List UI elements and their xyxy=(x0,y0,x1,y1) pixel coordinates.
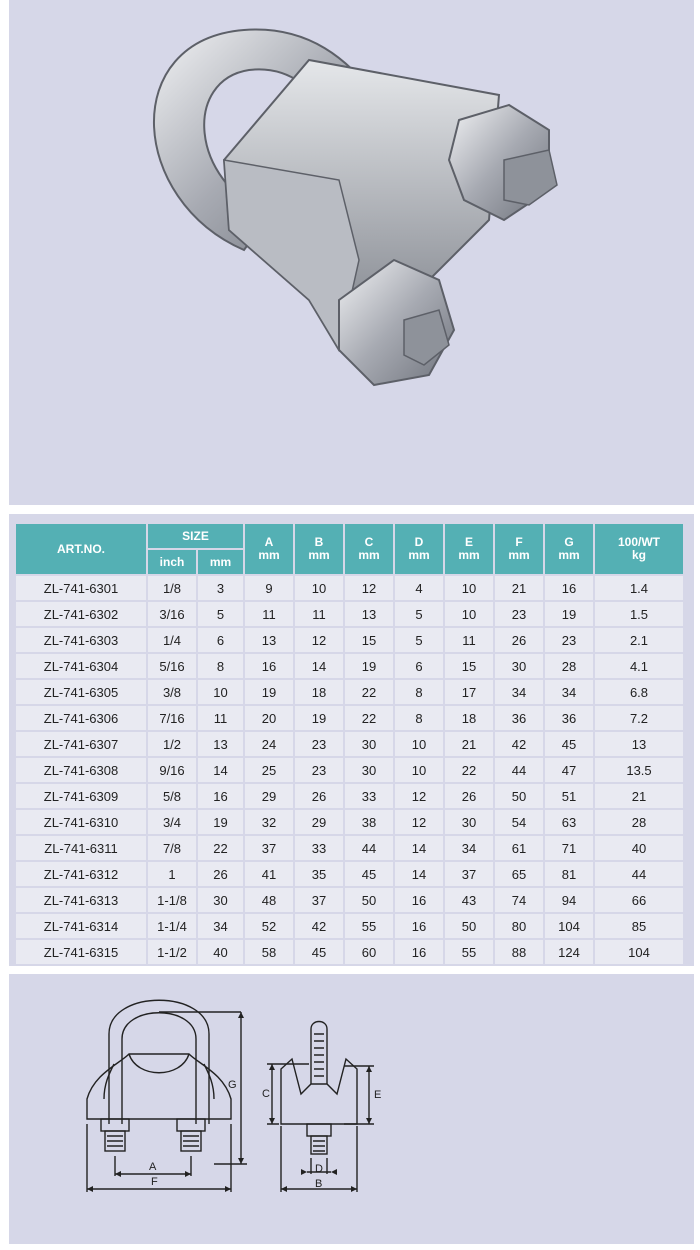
cell-art-no: ZL-741-6306 xyxy=(16,706,146,730)
cell-dim-a: 11 xyxy=(245,602,293,626)
cell-dim-f: 26 xyxy=(495,628,543,652)
table-row xyxy=(16,654,683,678)
cell-dim-e: 30 xyxy=(445,810,493,834)
cell-size-inch: 3/8 xyxy=(148,680,196,704)
cell-dim-a: 20 xyxy=(245,706,293,730)
cell-dim-e: 50 xyxy=(445,914,493,938)
cell-size-mm: 8 xyxy=(198,654,243,678)
cell-size-mm: 11 xyxy=(198,706,243,730)
cell-art-no: ZL-741-6313 xyxy=(16,888,146,912)
cell-dim-f: 30 xyxy=(495,654,543,678)
table-row xyxy=(16,862,683,886)
cell-dim-e: 22 xyxy=(445,758,493,782)
cell-dim-g: 16 xyxy=(545,576,593,600)
cell-dim-c: 15 xyxy=(345,628,393,652)
cell-dim-a: 13 xyxy=(245,628,293,652)
cell-dim-d: 5 xyxy=(395,602,443,626)
cell-dim-b: 29 xyxy=(295,810,343,834)
cell-dim-b: 18 xyxy=(295,680,343,704)
cell-dim-e: 43 xyxy=(445,888,493,912)
cell-size-mm: 16 xyxy=(198,784,243,808)
cell-size-inch: 3/4 xyxy=(148,810,196,834)
table-row xyxy=(16,732,683,756)
wire-rope-clip-photo-icon xyxy=(9,0,694,505)
cell-size-inch: 1 xyxy=(148,862,196,886)
cell-dim-d: 10 xyxy=(395,732,443,756)
cell-dim-a: 37 xyxy=(245,836,293,860)
dim-label-f: F xyxy=(151,1176,158,1188)
cell-art-no: ZL-741-6314 xyxy=(16,914,146,938)
cell-art-no: ZL-741-6301 xyxy=(16,576,146,600)
header-a: A mm xyxy=(245,524,293,574)
cell-dim-e: 10 xyxy=(445,576,493,600)
cell-dim-e: 17 xyxy=(445,680,493,704)
cell-dim-b: 26 xyxy=(295,784,343,808)
cell-dim-a: 24 xyxy=(245,732,293,756)
cell-dim-b: 11 xyxy=(295,602,343,626)
cell-dim-e: 26 xyxy=(445,784,493,808)
cell-dim-g: 81 xyxy=(545,862,593,886)
header-inch: inch xyxy=(148,550,196,574)
cell-dim-c: 13 xyxy=(345,602,393,626)
cell-dim-a: 52 xyxy=(245,914,293,938)
cell-dim-d: 16 xyxy=(395,940,443,964)
cell-dim-f: 80 xyxy=(495,914,543,938)
cell-dim-e: 11 xyxy=(445,628,493,652)
cell-size-mm: 34 xyxy=(198,914,243,938)
dimension-drawing-panel xyxy=(9,974,694,1244)
table-row xyxy=(16,706,683,730)
dim-label-c: C xyxy=(262,1088,270,1100)
cell-size-mm: 3 xyxy=(198,576,243,600)
cell-dim-b: 19 xyxy=(295,706,343,730)
cell-dim-c: 44 xyxy=(345,836,393,860)
cell-dim-d: 14 xyxy=(395,836,443,860)
cell-size-inch: 7/16 xyxy=(148,706,196,730)
cell-dim-e: 10 xyxy=(445,602,493,626)
header-f: F mm xyxy=(495,524,543,574)
cell-weight: 1.4 xyxy=(595,576,683,600)
table-row xyxy=(16,576,683,600)
cell-size-mm: 22 xyxy=(198,836,243,860)
table-row xyxy=(16,602,683,626)
cell-dim-c: 22 xyxy=(345,680,393,704)
cell-size-inch: 1-1/4 xyxy=(148,914,196,938)
cell-weight: 40 xyxy=(595,836,683,860)
cell-weight: 4.1 xyxy=(595,654,683,678)
cell-size-mm: 10 xyxy=(198,680,243,704)
cell-dim-g: 36 xyxy=(545,706,593,730)
cell-size-inch: 1/2 xyxy=(148,732,196,756)
cell-art-no: ZL-741-6311 xyxy=(16,836,146,860)
cell-weight: 13 xyxy=(595,732,683,756)
cell-weight: 7.2 xyxy=(595,706,683,730)
cell-dim-c: 19 xyxy=(345,654,393,678)
cell-dim-f: 23 xyxy=(495,602,543,626)
cell-size-inch: 3/16 xyxy=(148,602,196,626)
cell-weight: 28 xyxy=(595,810,683,834)
cell-size-mm: 5 xyxy=(198,602,243,626)
table-row xyxy=(16,680,683,704)
cell-size-inch: 1/8 xyxy=(148,576,196,600)
cell-art-no: ZL-741-6304 xyxy=(16,654,146,678)
header-art-no: ART.NO. xyxy=(16,524,146,574)
table-row xyxy=(16,628,683,652)
cell-dim-d: 16 xyxy=(395,888,443,912)
cell-size-inch: 1-1/2 xyxy=(148,940,196,964)
cell-dim-f: 21 xyxy=(495,576,543,600)
cell-dim-d: 5 xyxy=(395,628,443,652)
cell-dim-a: 32 xyxy=(245,810,293,834)
cell-art-no: ZL-741-6310 xyxy=(16,810,146,834)
header-d: D mm xyxy=(395,524,443,574)
header-e: E mm xyxy=(445,524,493,574)
cell-art-no: ZL-741-6308 xyxy=(16,758,146,782)
cell-art-no: ZL-741-6309 xyxy=(16,784,146,808)
cell-dim-c: 60 xyxy=(345,940,393,964)
header-b: B mm xyxy=(295,524,343,574)
cell-dim-e: 18 xyxy=(445,706,493,730)
cell-dim-b: 10 xyxy=(295,576,343,600)
cell-dim-f: 54 xyxy=(495,810,543,834)
cell-dim-b: 12 xyxy=(295,628,343,652)
cell-dim-d: 16 xyxy=(395,914,443,938)
cell-size-inch: 5/16 xyxy=(148,654,196,678)
cell-weight: 13.5 xyxy=(595,758,683,782)
cell-size-inch: 1-1/8 xyxy=(148,888,196,912)
cell-dim-e: 21 xyxy=(445,732,493,756)
cell-dim-a: 25 xyxy=(245,758,293,782)
cell-size-mm: 30 xyxy=(198,888,243,912)
spec-table xyxy=(14,522,685,966)
cell-dim-d: 12 xyxy=(395,784,443,808)
cell-dim-d: 4 xyxy=(395,576,443,600)
cell-size-mm: 19 xyxy=(198,810,243,834)
cell-dim-f: 74 xyxy=(495,888,543,912)
cell-dim-f: 88 xyxy=(495,940,543,964)
cell-dim-b: 23 xyxy=(295,758,343,782)
cell-weight: 104 xyxy=(595,940,683,964)
table-row xyxy=(16,810,683,834)
cell-art-no: ZL-741-6315 xyxy=(16,940,146,964)
cell-dim-a: 41 xyxy=(245,862,293,886)
dim-label-d: D xyxy=(315,1163,323,1175)
cell-dim-a: 16 xyxy=(245,654,293,678)
table-row xyxy=(16,836,683,860)
cell-art-no: ZL-741-6302 xyxy=(16,602,146,626)
table-row xyxy=(16,940,683,964)
cell-art-no: ZL-741-6303 xyxy=(16,628,146,652)
cell-dim-f: 65 xyxy=(495,862,543,886)
cell-dim-b: 37 xyxy=(295,888,343,912)
cell-dim-f: 50 xyxy=(495,784,543,808)
cell-dim-e: 34 xyxy=(445,836,493,860)
cell-dim-b: 14 xyxy=(295,654,343,678)
cell-art-no: ZL-741-6312 xyxy=(16,862,146,886)
product-photo-panel xyxy=(9,0,694,505)
cell-dim-c: 45 xyxy=(345,862,393,886)
cell-dim-g: 47 xyxy=(545,758,593,782)
cell-dim-g: 94 xyxy=(545,888,593,912)
table-row xyxy=(16,784,683,808)
cell-dim-g: 51 xyxy=(545,784,593,808)
cell-dim-d: 8 xyxy=(395,680,443,704)
cell-dim-g: 23 xyxy=(545,628,593,652)
cell-dim-g: 45 xyxy=(545,732,593,756)
header-weight: 100/WT kg xyxy=(595,524,683,574)
cell-dim-c: 12 xyxy=(345,576,393,600)
spec-table-body xyxy=(16,576,683,964)
cell-dim-c: 33 xyxy=(345,784,393,808)
cell-dim-g: 34 xyxy=(545,680,593,704)
cell-size-mm: 6 xyxy=(198,628,243,652)
cell-weight: 2.1 xyxy=(595,628,683,652)
header-mm: mm xyxy=(198,550,243,574)
cell-dim-c: 38 xyxy=(345,810,393,834)
cell-dim-f: 36 xyxy=(495,706,543,730)
dim-label-a: A xyxy=(149,1161,157,1173)
cell-dim-c: 30 xyxy=(345,758,393,782)
cell-dim-c: 22 xyxy=(345,706,393,730)
cell-dim-a: 29 xyxy=(245,784,293,808)
cell-dim-b: 23 xyxy=(295,732,343,756)
cell-size-inch: 9/16 xyxy=(148,758,196,782)
cell-dim-d: 10 xyxy=(395,758,443,782)
cell-weight: 85 xyxy=(595,914,683,938)
cell-dim-b: 42 xyxy=(295,914,343,938)
cell-dim-a: 48 xyxy=(245,888,293,912)
cell-dim-e: 15 xyxy=(445,654,493,678)
dim-label-e: E xyxy=(374,1089,382,1101)
cell-weight: 66 xyxy=(595,888,683,912)
cell-size-mm: 26 xyxy=(198,862,243,886)
cell-dim-d: 12 xyxy=(395,810,443,834)
header-size: SIZE xyxy=(148,524,243,548)
cell-dim-a: 9 xyxy=(245,576,293,600)
cell-dim-b: 35 xyxy=(295,862,343,886)
cell-art-no: ZL-741-6307 xyxy=(16,732,146,756)
dim-label-g: G xyxy=(228,1079,237,1091)
cell-dim-c: 30 xyxy=(345,732,393,756)
cell-dim-f: 42 xyxy=(495,732,543,756)
table-row xyxy=(16,758,683,782)
cell-dim-g: 104 xyxy=(545,914,593,938)
cell-dim-c: 55 xyxy=(345,914,393,938)
cell-weight: 44 xyxy=(595,862,683,886)
cell-dim-b: 45 xyxy=(295,940,343,964)
cell-size-mm: 14 xyxy=(198,758,243,782)
cell-size-inch: 7/8 xyxy=(148,836,196,860)
wire-rope-clip-dimension-drawing-icon xyxy=(9,974,694,1244)
cell-dim-b: 33 xyxy=(295,836,343,860)
cell-dim-d: 14 xyxy=(395,862,443,886)
cell-dim-c: 50 xyxy=(345,888,393,912)
cell-dim-d: 8 xyxy=(395,706,443,730)
cell-dim-g: 124 xyxy=(545,940,593,964)
cell-weight: 6.8 xyxy=(595,680,683,704)
cell-dim-g: 63 xyxy=(545,810,593,834)
cell-size-inch: 1/4 xyxy=(148,628,196,652)
cell-size-inch: 5/8 xyxy=(148,784,196,808)
cell-size-mm: 13 xyxy=(198,732,243,756)
cell-dim-a: 58 xyxy=(245,940,293,964)
cell-dim-a: 19 xyxy=(245,680,293,704)
cell-dim-g: 19 xyxy=(545,602,593,626)
header-c: C mm xyxy=(345,524,393,574)
cell-size-mm: 40 xyxy=(198,940,243,964)
cell-dim-d: 6 xyxy=(395,654,443,678)
table-row xyxy=(16,888,683,912)
cell-dim-e: 55 xyxy=(445,940,493,964)
dim-label-b: B xyxy=(315,1178,323,1190)
cell-dim-f: 34 xyxy=(495,680,543,704)
cell-dim-g: 71 xyxy=(545,836,593,860)
cell-dim-f: 61 xyxy=(495,836,543,860)
spec-table-panel xyxy=(9,514,694,966)
cell-weight: 21 xyxy=(595,784,683,808)
header-g: G mm xyxy=(545,524,593,574)
cell-dim-f: 44 xyxy=(495,758,543,782)
table-row xyxy=(16,914,683,938)
cell-art-no: ZL-741-6305 xyxy=(16,680,146,704)
cell-dim-e: 37 xyxy=(445,862,493,886)
cell-weight: 1.5 xyxy=(595,602,683,626)
cell-dim-g: 28 xyxy=(545,654,593,678)
